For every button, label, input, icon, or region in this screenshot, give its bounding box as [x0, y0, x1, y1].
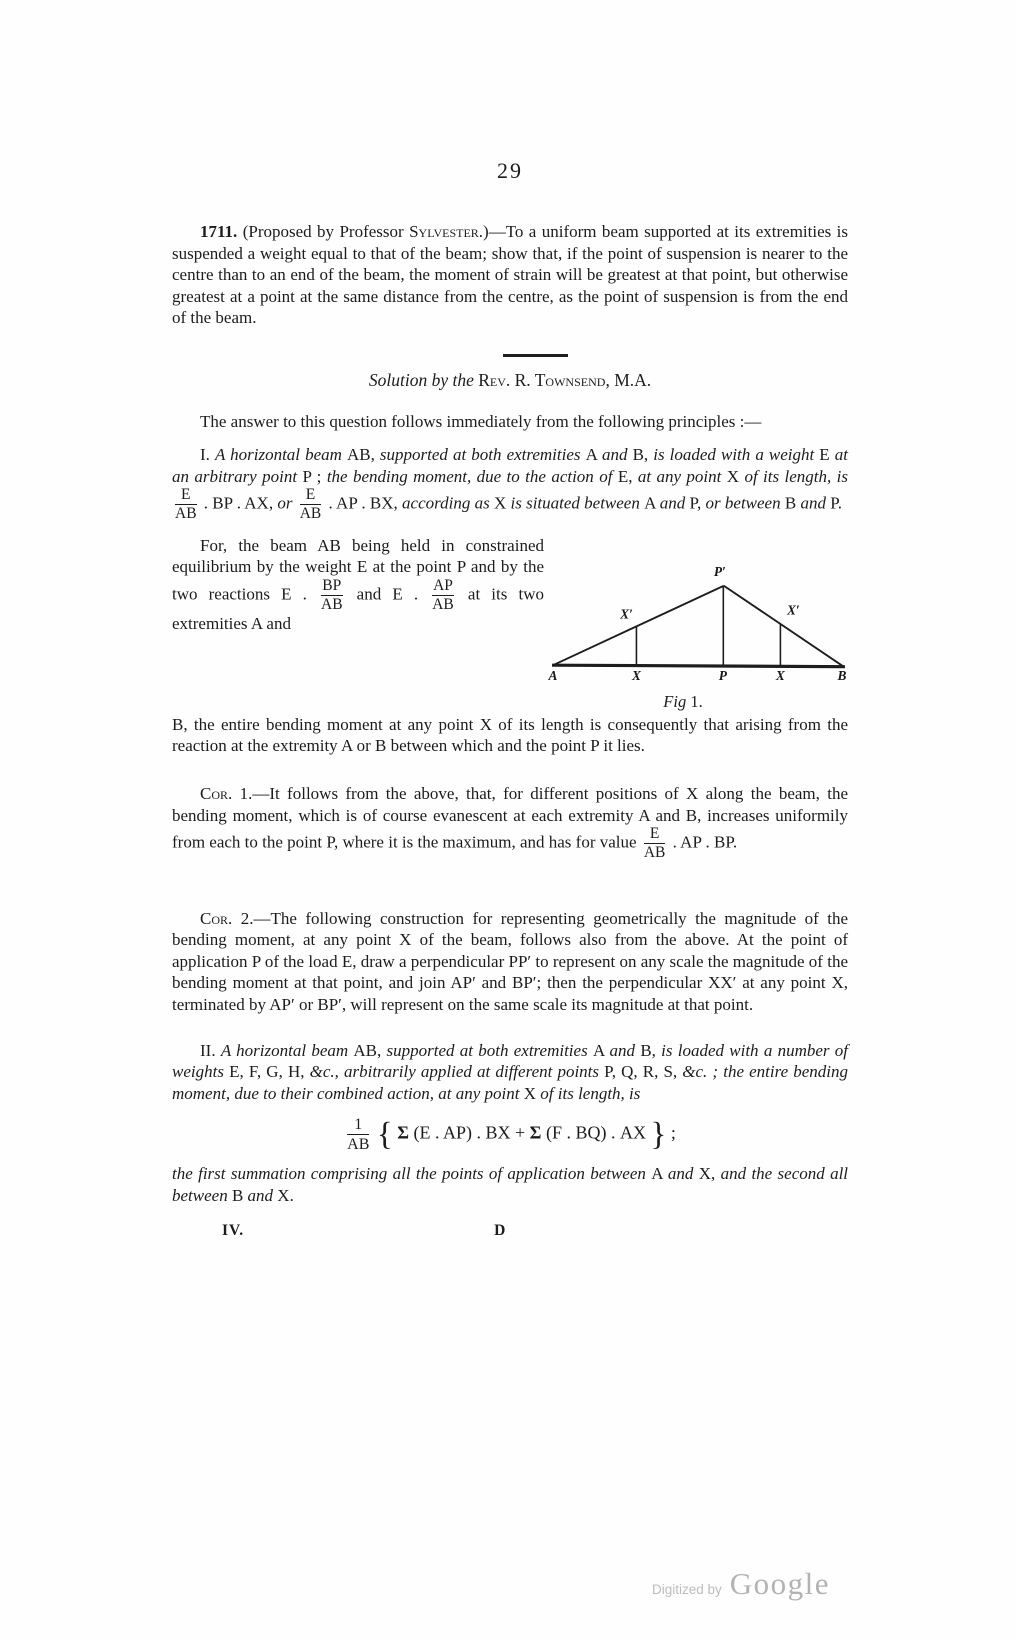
line-A-Pprime — [553, 586, 724, 665]
fraction-denominator: AB — [347, 1135, 370, 1153]
text-run: A horizontal beam — [220, 1040, 354, 1060]
fraction-denominator: AB — [321, 595, 343, 613]
text-run: ; — [666, 1122, 676, 1143]
text-run: and — [602, 445, 633, 465]
text-run: The answer to this question follows immediately from the following principles :— — [200, 411, 762, 431]
text-run: 1711. — [200, 222, 238, 241]
beam-baseline-AB — [552, 665, 845, 666]
label-X-left: X — [631, 667, 641, 683]
volume-signature: IV. — [222, 1222, 245, 1240]
figure-caption — [544, 692, 822, 712]
text-run: Sylvester — [409, 222, 479, 241]
text-run: at an arbitrary point — [172, 445, 848, 486]
figure-side-paragraph — [172, 535, 544, 712]
fraction-denominator: AB — [643, 843, 666, 861]
text-run: at any point — [637, 466, 727, 486]
text-run: A horizontal beam — [214, 445, 347, 465]
text-run: X — [523, 1083, 541, 1103]
label-A: A — [548, 667, 558, 683]
text-run: } — [650, 1116, 667, 1153]
text-run: P. — [830, 493, 843, 513]
fraction-denominator: AB — [299, 505, 322, 523]
text-run: . AP . BX, — [324, 493, 403, 513]
line-Pprime-B — [724, 586, 843, 666]
principle-1-paragraph — [172, 444, 848, 523]
watermark-text: Digitized by — [652, 1582, 722, 1597]
text-run: and the second all between — [172, 1163, 849, 1205]
text-run: B — [784, 493, 801, 513]
label-B: B — [837, 667, 847, 683]
text-run: A — [651, 1163, 668, 1183]
text-run: and — [609, 1040, 641, 1060]
text-run: . BP . AX, — [199, 493, 278, 513]
text-run: Σ — [397, 1122, 410, 1143]
beam-diagram — [544, 549, 852, 689]
text-run: B, — [640, 1040, 662, 1060]
display-formula — [172, 1116, 848, 1153]
fraction-numerator: E — [305, 486, 316, 504]
inline-fraction — [347, 1116, 369, 1153]
inline-fraction — [321, 578, 343, 613]
text-run: the bending moment, due to the action of — [326, 466, 618, 486]
text-run: at its two extremities A and — [172, 584, 544, 634]
figure-continuation-paragraph — [172, 714, 848, 757]
inline-fraction — [432, 578, 454, 613]
text-run: (F . BQ) . AX — [541, 1122, 651, 1143]
text-run: Cor — [200, 908, 229, 928]
page-number: 29 — [497, 158, 523, 183]
figure-caption-number: 1. — [686, 691, 703, 711]
text-run: and — [659, 493, 690, 513]
label-P: P — [718, 667, 727, 683]
text-run: , M.A. — [605, 369, 652, 390]
fraction-numerator: 1 — [354, 1116, 363, 1134]
text-run: A — [644, 493, 660, 513]
text-run: AB, — [353, 1040, 387, 1060]
text-run: X — [726, 466, 745, 486]
text-run: E — [819, 445, 835, 465]
problem-statement — [172, 221, 848, 329]
text-run: .)—To a uniform beam supported at its extremities is suspended a weight equal to that of the beam; show that, if the point of suspension is nearer to the centre than to an end of the beam, the moment of strain will be greatest at that point, but otherwise greatest at a point at the same distance from the centre, as the point of suspension is from the end of the beam. — [172, 222, 849, 328]
text-run: (Proposed by Professor — [237, 222, 410, 241]
text-run: . AP . BP. — [668, 832, 738, 852]
text-run: supported at both extremities — [379, 445, 586, 465]
solution-heading — [172, 370, 848, 391]
text-run: P, — [689, 493, 706, 513]
text-run: or — [277, 493, 297, 513]
text-run: B, the entire bending moment at any point X of its length is consequently that arising from the reaction at the extremity A or B between which and the point P it lies. — [172, 714, 848, 756]
text-run: and — [247, 1185, 278, 1205]
fraction-numerator: E — [181, 486, 191, 504]
text-run: and — [800, 493, 831, 513]
intro-paragraph — [172, 411, 848, 433]
fraction-numerator: AP — [433, 577, 453, 594]
google-logo: Google — [729, 1566, 831, 1601]
figure-caption-word: Fig — [663, 691, 687, 711]
text-run: P, Q, R, S, — [604, 1062, 683, 1082]
text-run: the entire bending moment, due to their combined action, at any point — [172, 1062, 849, 1103]
text-run: &c., arbitrarily applied at different points — [309, 1062, 605, 1082]
text-run: II. — [200, 1040, 221, 1060]
text-run: P ; — [302, 466, 327, 486]
text-run: and E . — [345, 584, 430, 604]
text-run: B — [231, 1185, 248, 1205]
text-run: &c. ; — [682, 1062, 724, 1082]
text-run: A — [585, 445, 602, 465]
label-Xprime-right: X′ — [786, 602, 800, 618]
text-run: the first summation comprising all the points of application between — [172, 1163, 652, 1183]
text-run: is situated between — [510, 493, 645, 513]
text-run: X, — [698, 1163, 721, 1183]
text-run: or between — [705, 493, 785, 513]
text-run: E, — [617, 466, 638, 486]
text-run: . 2.—The following construction for representing geometrically the magnitude of the bending moment, at any point X of the beam, follows also from the above. At the point of application P of the load E, draw a perpendicular PP′ to represent on any scale the magnitude of the bending moment at that point, and join AP′ and BP′; then the perpendicular XX′ at any point X, terminated by AP′ or BP′, will represent on the same scale its magnitude at that point. — [172, 908, 848, 1015]
text-run: of its length, is — [744, 466, 848, 486]
text-run: Cor — [200, 784, 229, 803]
text-run: A — [592, 1040, 610, 1060]
label-X-right: X — [775, 667, 785, 683]
page-content — [172, 158, 848, 1240]
text-run: is loaded with a number of weights — [172, 1040, 848, 1082]
text-run: B, — [632, 445, 654, 465]
fraction-denominator: AB — [432, 595, 454, 613]
inline-fraction — [175, 487, 197, 522]
text-run: For, the beam AB being held in constrained equilibrium by the weight E at the point P and by the two reactions E . — [172, 535, 544, 604]
printer-mark: D — [494, 1222, 507, 1240]
text-run: E, F, G, H, — [229, 1062, 310, 1082]
closing-paragraph — [172, 1163, 848, 1206]
text-run: Solution by the — [368, 369, 479, 390]
text-run: AB, — [346, 445, 380, 465]
text-run: X. — [277, 1185, 294, 1205]
text-run: according as — [402, 493, 494, 513]
text-run: . 1.—It follows from the above, that, for different positions of X along the beam, the bending moment, which is of course evanescent at each extremity A and B, increases uniformily from each to the point P, where it is the maximum, and has for value — [172, 784, 848, 852]
fraction-numerator: E — [649, 825, 660, 843]
text-run: X — [493, 493, 511, 513]
inline-fraction — [644, 826, 666, 861]
figure-section — [172, 535, 848, 712]
text-run: Σ — [529, 1122, 542, 1143]
text-run: is loaded with a weight — [653, 445, 820, 465]
inline-fraction — [300, 487, 322, 522]
text-run: { — [376, 1116, 393, 1153]
section-divider — [503, 354, 568, 357]
label-Xprime-left: X′ — [620, 606, 633, 622]
figure-1 — [544, 549, 852, 712]
principle-2-paragraph — [172, 1040, 848, 1105]
fraction-numerator: BP — [322, 577, 342, 594]
digitization-watermark — [652, 1566, 830, 1602]
text-run: and — [667, 1163, 699, 1183]
fraction-denominator: AB — [175, 505, 197, 523]
page-footer — [172, 1222, 848, 1240]
label-Pprime: P′ — [713, 563, 726, 579]
corollary-1-paragraph — [172, 783, 848, 862]
corollary-2-paragraph — [172, 908, 848, 1016]
text-run: supported at both extremities — [386, 1040, 593, 1060]
text-run: I. — [200, 445, 215, 465]
text-run: of its length, is — [540, 1083, 641, 1103]
text-run: (E . AP) . BX + — [409, 1122, 530, 1143]
text-run: Rev. R. Townsend — [478, 369, 606, 390]
